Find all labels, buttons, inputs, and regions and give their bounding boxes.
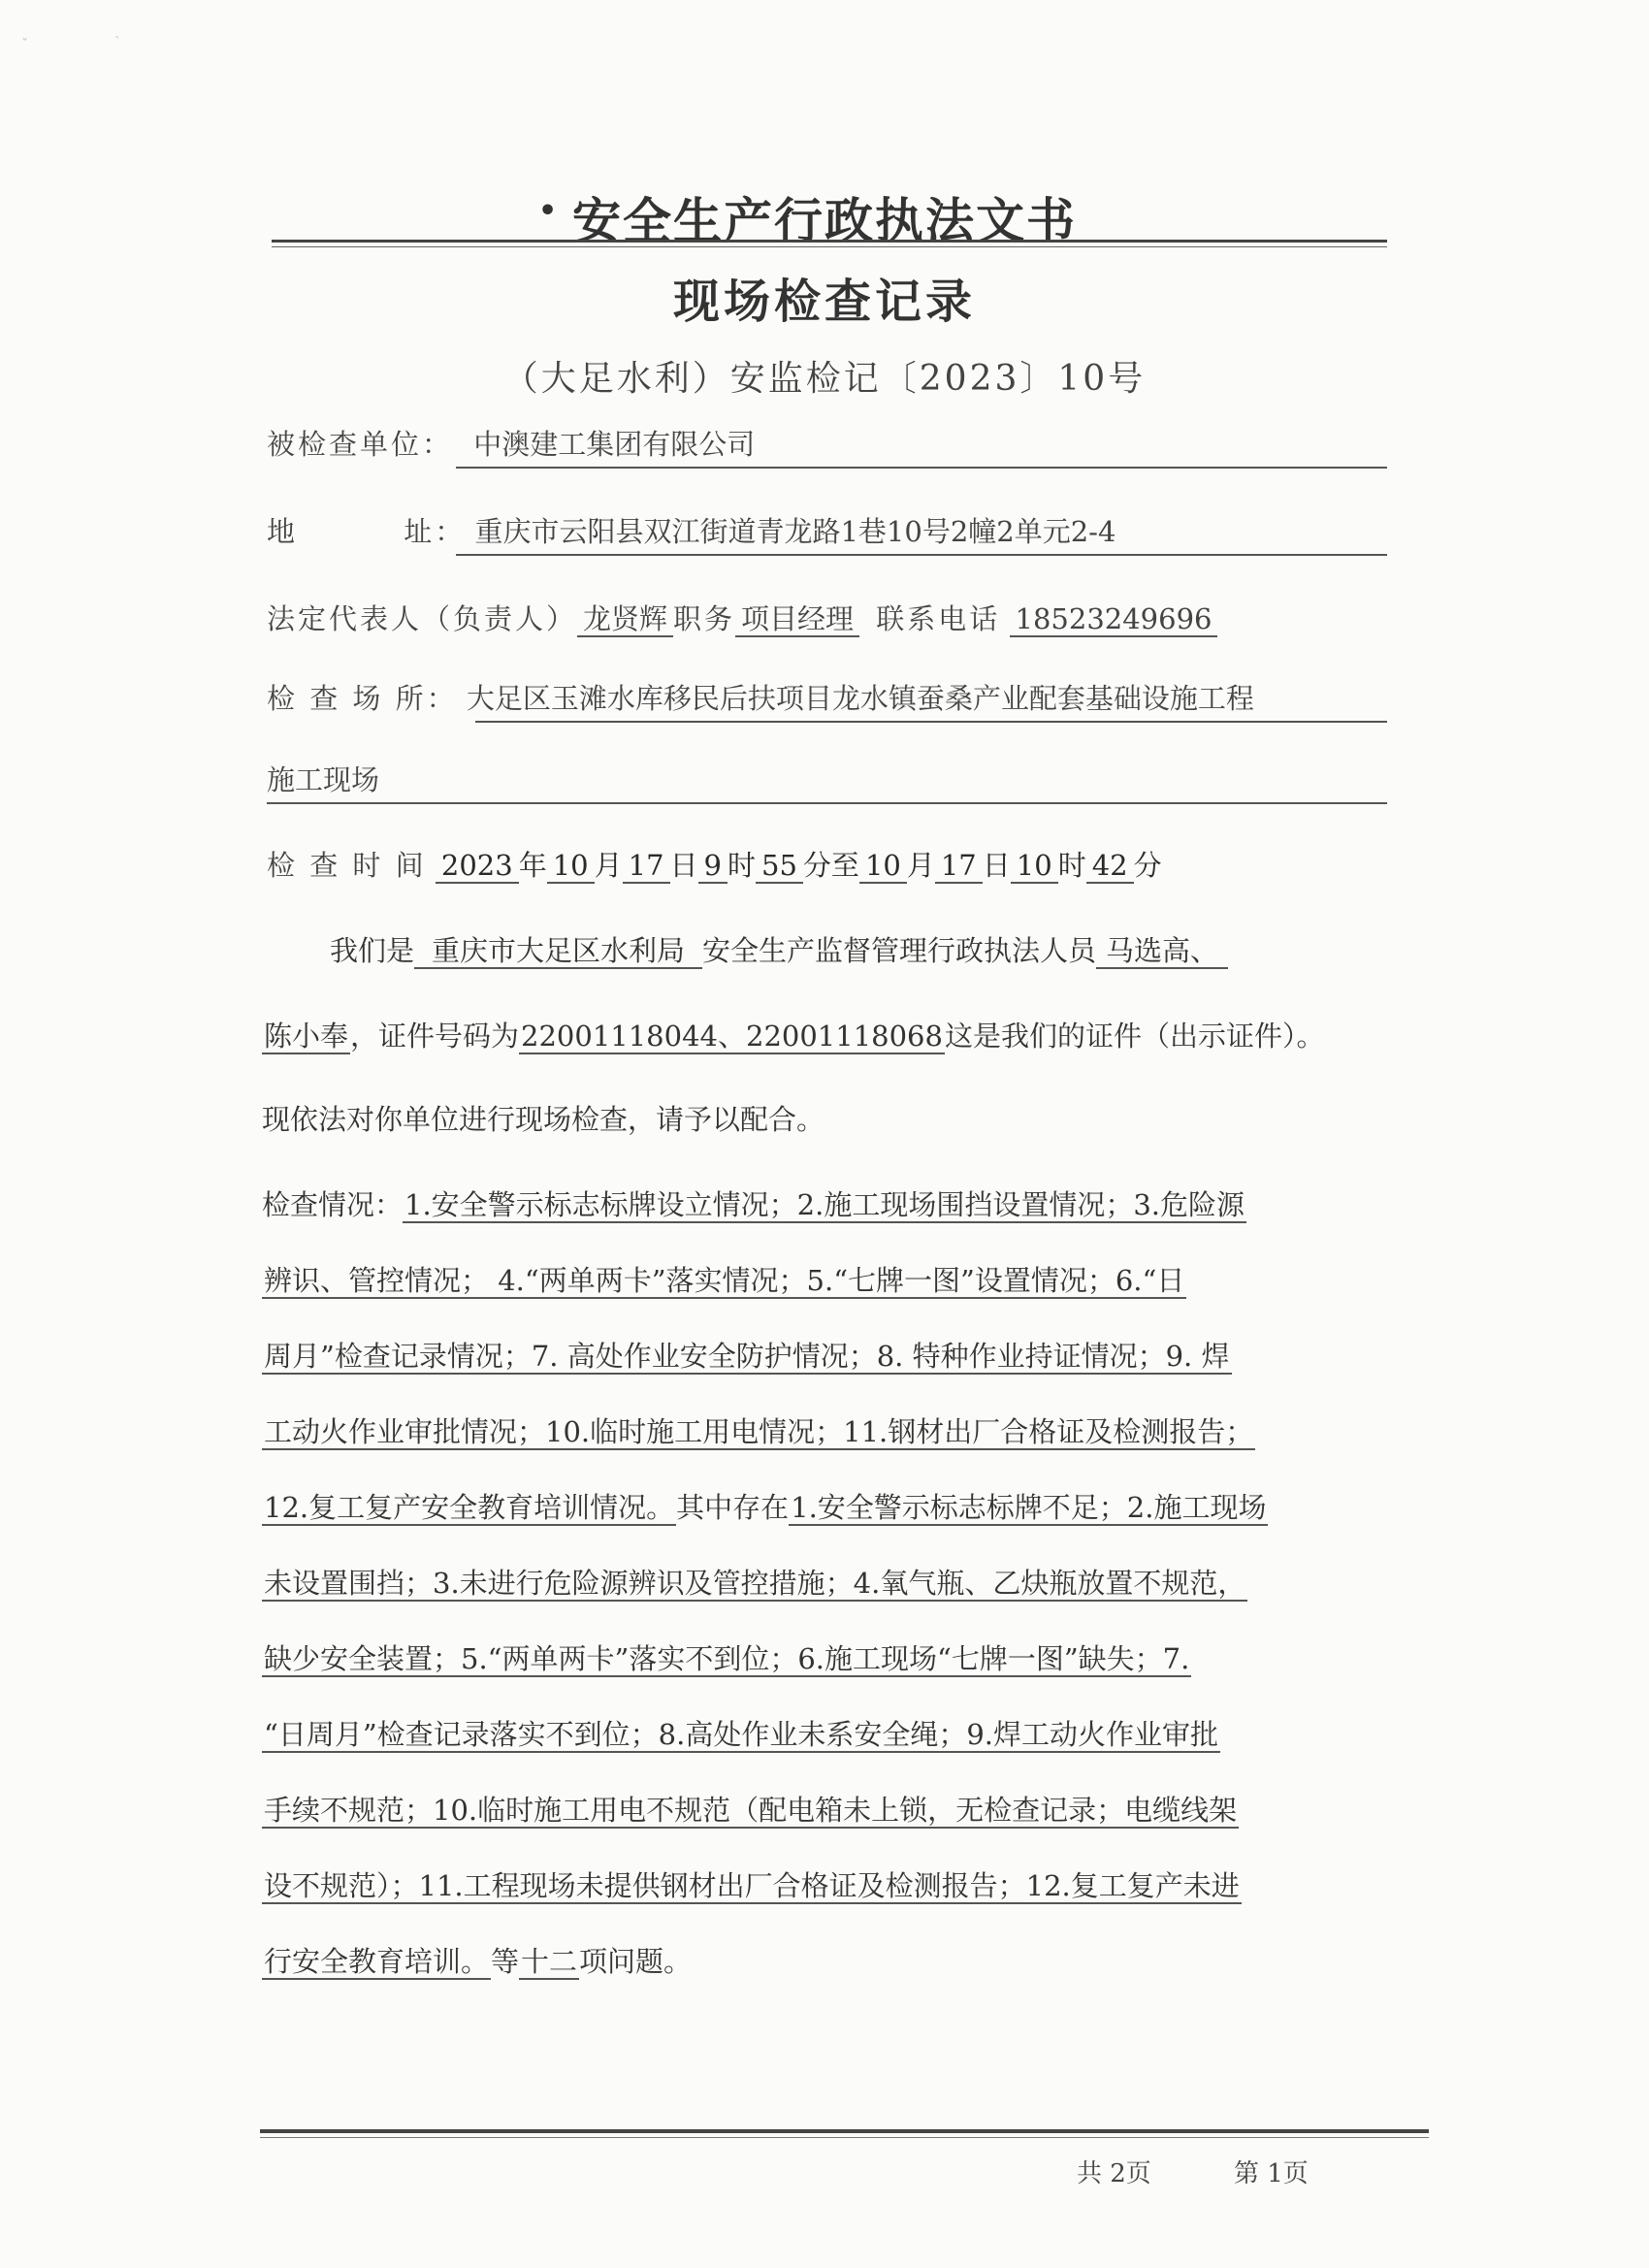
issues-line-3 — [262, 1639, 1387, 1678]
header-rule-thin — [272, 246, 1387, 247]
inspection-line-5 — [262, 1488, 1387, 1527]
unit-label: 被检查单位： — [267, 428, 454, 461]
unit-month-end: 月 — [906, 849, 935, 882]
field-address — [267, 512, 1382, 551]
issues-tail-prefix: 等 — [491, 1945, 520, 1978]
issue-text: 手续不规范；10.临时施工用电不规范（配电箱未上锁，无检查记录；电缆线架 — [264, 1794, 1238, 1827]
end-month: 10 — [859, 849, 907, 884]
start-month: 10 — [547, 849, 595, 884]
start-day: 17 — [623, 849, 670, 884]
scan-speck: ˇ — [21, 37, 28, 52]
officer-one: 马选高、 — [1096, 934, 1228, 969]
statement-line-1 — [330, 931, 1455, 970]
place-value-line1: 大足区玉滩水库移民后扶项目龙水镇蚕桑产业配套基础设施工程 — [466, 682, 1254, 715]
end-hour: 10 — [1011, 849, 1058, 884]
inspection-line-1 — [262, 1185, 1387, 1224]
rep-name: 龙贤辉 — [577, 602, 673, 637]
field-inspection-place — [267, 679, 1382, 718]
place-label: 检 查 场 所： — [267, 682, 458, 715]
statement-role: 安全生产监督管理行政执法人员 — [702, 934, 1097, 967]
issue-text: “日周月”检查记录落实不到位；8.高处作业未系安全绳；9.焊工动火作业审批 — [264, 1718, 1218, 1751]
start-year: 2023 — [436, 849, 519, 884]
field-inspection-place-cont — [267, 761, 1382, 799]
footer-rule — [260, 2129, 1429, 2133]
end-minute: 42 — [1086, 849, 1134, 884]
issues-line-4 — [262, 1715, 1387, 1754]
unit-minute-end: 分 — [1133, 849, 1162, 882]
rep-label: 法定代表人（负责人） — [267, 602, 578, 635]
issues-line-7 — [262, 1942, 1387, 1981]
unit-day-end: 日 — [982, 849, 1011, 882]
unit-value: 中澳建工集团有限公司 — [473, 428, 756, 461]
unit-day: 日 — [669, 849, 698, 882]
place-value-line2: 施工现场 — [267, 763, 380, 796]
field-inspected-unit — [267, 425, 1382, 464]
officer-two: 陈小奉 — [264, 1020, 349, 1053]
address-label-start: 地 — [267, 515, 299, 548]
issue-text: 缺少安全装置；5.“两单两卡”落实不到位；6.施工现场“七牌一图”缺失；7. — [264, 1642, 1190, 1675]
statement-cert-suffix: 这是我们的证件（出示证件）。 — [944, 1020, 1325, 1053]
statement-prefix: 我们是 — [330, 934, 415, 967]
footer-rule-thin — [260, 2137, 1429, 2138]
unit-hour: 时 — [728, 849, 757, 882]
place-underline-1 — [475, 721, 1387, 723]
field-inspection-time — [267, 846, 1382, 885]
issues-line-5 — [262, 1791, 1387, 1830]
field-legal-representative — [267, 599, 1382, 638]
time-label: 检 查 时 间 — [267, 849, 427, 882]
rep-title-label: 职务 — [673, 602, 736, 635]
unit-hour-end: 时 — [1057, 849, 1086, 882]
issue-text: 行安全教育培训。 — [264, 1945, 490, 1978]
inspection-line-2 — [262, 1261, 1387, 1300]
inspection-item-text: 工动火作业审批情况；10.临时施工用电情况；11.钢材出厂合格证及检测报告； — [264, 1415, 1254, 1448]
inspection-line-3 — [262, 1337, 1387, 1376]
header-mark: • — [538, 194, 558, 228]
statement-line-2 — [262, 1017, 1387, 1055]
scan-speck: ˋ — [114, 35, 121, 50]
issues-line-2 — [262, 1564, 1387, 1603]
issue-text: 1.安全警示标志标牌不足；2.施工现场 — [791, 1491, 1267, 1524]
inspection-item-text: 辨识、管控情况； 4.“两单两卡”落实情况；5.“七牌一图”设置情况；6.“日 — [264, 1264, 1185, 1297]
start-hour: 9 — [698, 849, 728, 884]
inspection-item-text: 周月”检查记录情况；7. 高处作业安全防护情况；8. 特种作业持证情况；9. 焊 — [264, 1340, 1230, 1373]
agency-name: 重庆市大足区水利局 — [414, 934, 702, 969]
document-number: （大足水利）安监检记〔2023〕10号 — [502, 359, 1147, 399]
issues-line-6 — [262, 1866, 1387, 1905]
address-value: 重庆市云阳县双江街道青龙路1巷10号2幢2单元2-4 — [474, 515, 1116, 548]
start-minute: 55 — [756, 849, 803, 884]
unit-underline — [456, 467, 1387, 469]
unit-year: 年 — [518, 849, 547, 882]
current-page: 第 1页 — [1234, 2159, 1309, 2188]
inspection-item-text: 1.安全警示标志标牌设立情况；2.施工现场围挡设置情况；3.危险源 — [404, 1188, 1245, 1221]
address-underline — [456, 554, 1387, 556]
issue-text: 设不规范）；11.工程现场未提供钢材出厂合格证及检测报告；12.复工复产未进 — [264, 1869, 1240, 1902]
header-rule — [272, 240, 1387, 243]
total-pages: 共 2页 — [1077, 2159, 1151, 2188]
phone-value: 18523249696 — [1010, 602, 1218, 637]
issues-count: 十二 — [521, 1945, 578, 1978]
unit-minute-to: 分至 — [802, 849, 859, 882]
place-underline-2 — [267, 802, 1387, 804]
issues-tail-suffix: 项问题。 — [579, 1945, 693, 1978]
rep-title: 项目经理 — [735, 602, 859, 637]
document-title: 现场检查记录 — [672, 275, 976, 329]
inspection-label: 检查情况： — [262, 1188, 404, 1221]
unit-month: 月 — [594, 849, 623, 882]
statement-line-3: 现依法对你单位进行现场检查，请予以配合。 — [262, 1103, 825, 1136]
end-day: 17 — [935, 849, 983, 884]
inspection-item-text: 12.复工复产安全教育培训情况。 — [264, 1491, 675, 1524]
header-title: 安全生产行政执法文书 — [572, 193, 1077, 249]
statement-cert-label: ，证件号码为 — [350, 1020, 520, 1053]
phone-label: 联系电话 — [876, 602, 1001, 635]
certificate-numbers: 22001118044、22001118068 — [521, 1020, 943, 1053]
issues-intro: 其中存在 — [676, 1491, 790, 1524]
address-label-end: 址： — [404, 515, 467, 548]
issue-text: 未设置围挡；3.未进行危险源辨识及管控措施；4.氧气瓶、乙炔瓶放置不规范， — [264, 1567, 1246, 1600]
inspection-line-4 — [262, 1412, 1387, 1451]
